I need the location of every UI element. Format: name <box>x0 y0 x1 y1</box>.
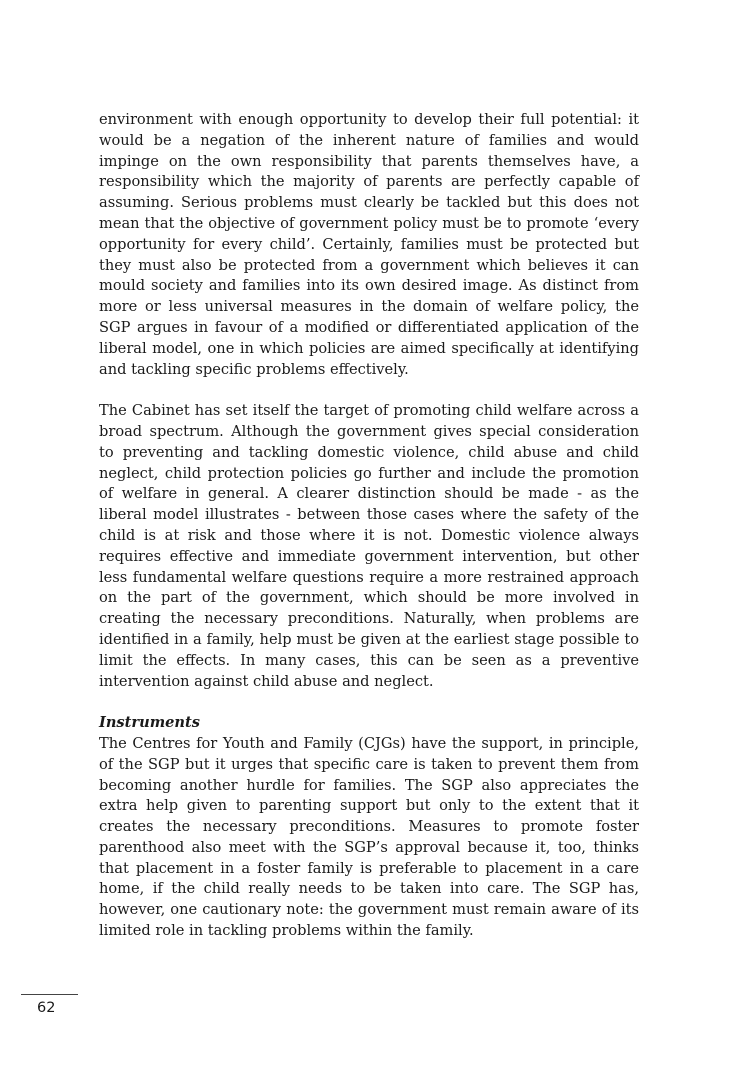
paragraph-child-welfare: The Cabinet has set itself the target of promoting child welfare across a broad spectrum. Although the government gives special consideration to preventing and tackling domestic violence, child abuse and child neglect, child protection policies go further and include the promotion of welfare in general. A clearer distinction should be made - as the liberal model illustrates - between those cases where the safety of the child is at risk and those where it is not. Domestic violence always requires effective and immediate government intervention, but other less fundamental welfare questions require a more restrained approach on the part of the government, which should be more involved in creating the necessary preconditions. Naturally, when problems are identified in a family, help must be given at the earliest stage possible to limit the effects. In many cases, this can be seen as a preventive intervention against child abuse and neglect. <box>99 402 639 690</box>
page-number: 62 <box>37 1000 56 1016</box>
section-heading-instruments: Instruments <box>99 714 200 732</box>
body-text <box>99 110 639 963</box>
footer-divider <box>21 994 78 995</box>
paragraph-welfare-policy: environment with enough opportunity to develop their full potential: it would be a negation of the inherent nature of families and would impinge on the own responsibility that parents themselves have, a responsibility which the majority of parents are perfectly capable of assuming. Serious problems must clearly be tackled but this does not mean that the objective of government policy must be to promote ‘every opportunity for every child’. Certainly, families must be protected but they must also be protected from a government which believes it can mould society and families into its own desired image. As distinct from more or less universal measures in the domain of welfare policy, the SGP argues in favour of a modified or differentiated application of the liberal model, one in which policies are aimed specifically at identifying and tackling specific problems effectively. <box>99 111 639 378</box>
paragraph-instruments: The Centres for Youth and Family (CJGs) have the support, in principle, of the SGP but it urges that specific care is taken to prevent them from becoming another hurdle for families. The SGP also appreciates the extra help given to parenting support but only to the extent that it creates the necessary preconditions. Measures to promote foster parenthood also meet with the SGP’s approval because it, too, thinks that placement in a foster family is preferable to placement in a care home, if the child really needs to be taken into care. The SGP has, however, one cautionary note: the government must remain aware of its limited role in tackling problems within the family. <box>99 734 639 940</box>
